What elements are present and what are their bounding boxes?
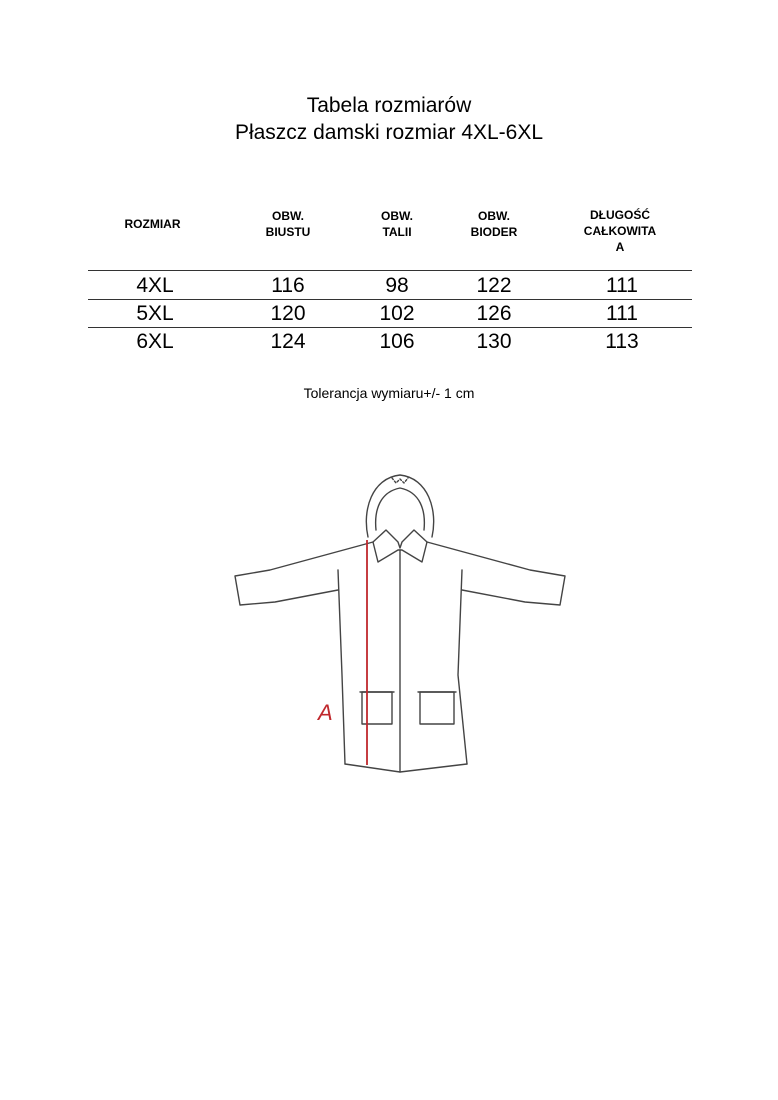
- header-length-line1: DŁUGOŚĆ: [590, 208, 650, 222]
- header-hips-line1: OBW.: [478, 209, 510, 223]
- cell-bust: 116: [271, 274, 305, 297]
- length-measure-label: A: [318, 700, 333, 725]
- header-bust-line2: BIUSTU: [265, 225, 311, 239]
- cell-hips: 122: [476, 274, 512, 297]
- header-waist: [347, 208, 447, 240]
- header-size-line1: ROZMIAR: [124, 217, 181, 231]
- header-waist-line2: TALII: [382, 225, 412, 239]
- header-hips: [444, 208, 544, 240]
- table-divider: [88, 270, 692, 271]
- cell-size: 5XL: [136, 302, 174, 325]
- header-waist-line1: OBW.: [381, 209, 413, 223]
- cell-hips: 126: [476, 302, 512, 325]
- header-bust: [238, 208, 338, 240]
- page-title: Tabela rozmiarów: [306, 94, 472, 117]
- header-hips-line2: BIODER: [470, 225, 518, 239]
- cell-bust: 124: [270, 330, 306, 353]
- cell-waist: 98: [385, 274, 409, 297]
- table-divider: [88, 327, 692, 328]
- cell-hips: 130: [476, 330, 512, 353]
- header-length-line2: CAŁKOWITA: [583, 224, 657, 238]
- left-side: [338, 570, 345, 764]
- coat-outline: [235, 475, 565, 772]
- coat-drawing: [230, 470, 580, 780]
- cell-length: 111: [606, 302, 638, 325]
- table-divider: [88, 299, 692, 300]
- page-subtitle: Płaszcz damski rozmiar 4XL-6XL: [234, 121, 544, 144]
- header-length-line3: A: [615, 240, 625, 254]
- cell-waist: 106: [379, 330, 415, 353]
- cell-length: 111: [606, 274, 638, 297]
- tolerance-note: Tolerancja wymiaru+/- 1 cm: [303, 385, 475, 401]
- left-sleeve: [235, 542, 373, 605]
- cell-bust: 120: [270, 302, 306, 325]
- hem: [345, 764, 467, 772]
- right-pocket: [420, 692, 454, 724]
- cell-length: 113: [605, 330, 639, 353]
- header-size: [100, 216, 205, 232]
- right-side: [458, 570, 467, 764]
- header-bust-line1: OBW.: [272, 209, 304, 223]
- cell-size: 4XL: [136, 274, 174, 297]
- cell-size: 6XL: [136, 330, 174, 353]
- header-length: [560, 207, 680, 255]
- hood-seam: [392, 478, 408, 483]
- hood-inner: [376, 488, 425, 530]
- cell-waist: 102: [379, 302, 415, 325]
- right-sleeve: [427, 542, 565, 605]
